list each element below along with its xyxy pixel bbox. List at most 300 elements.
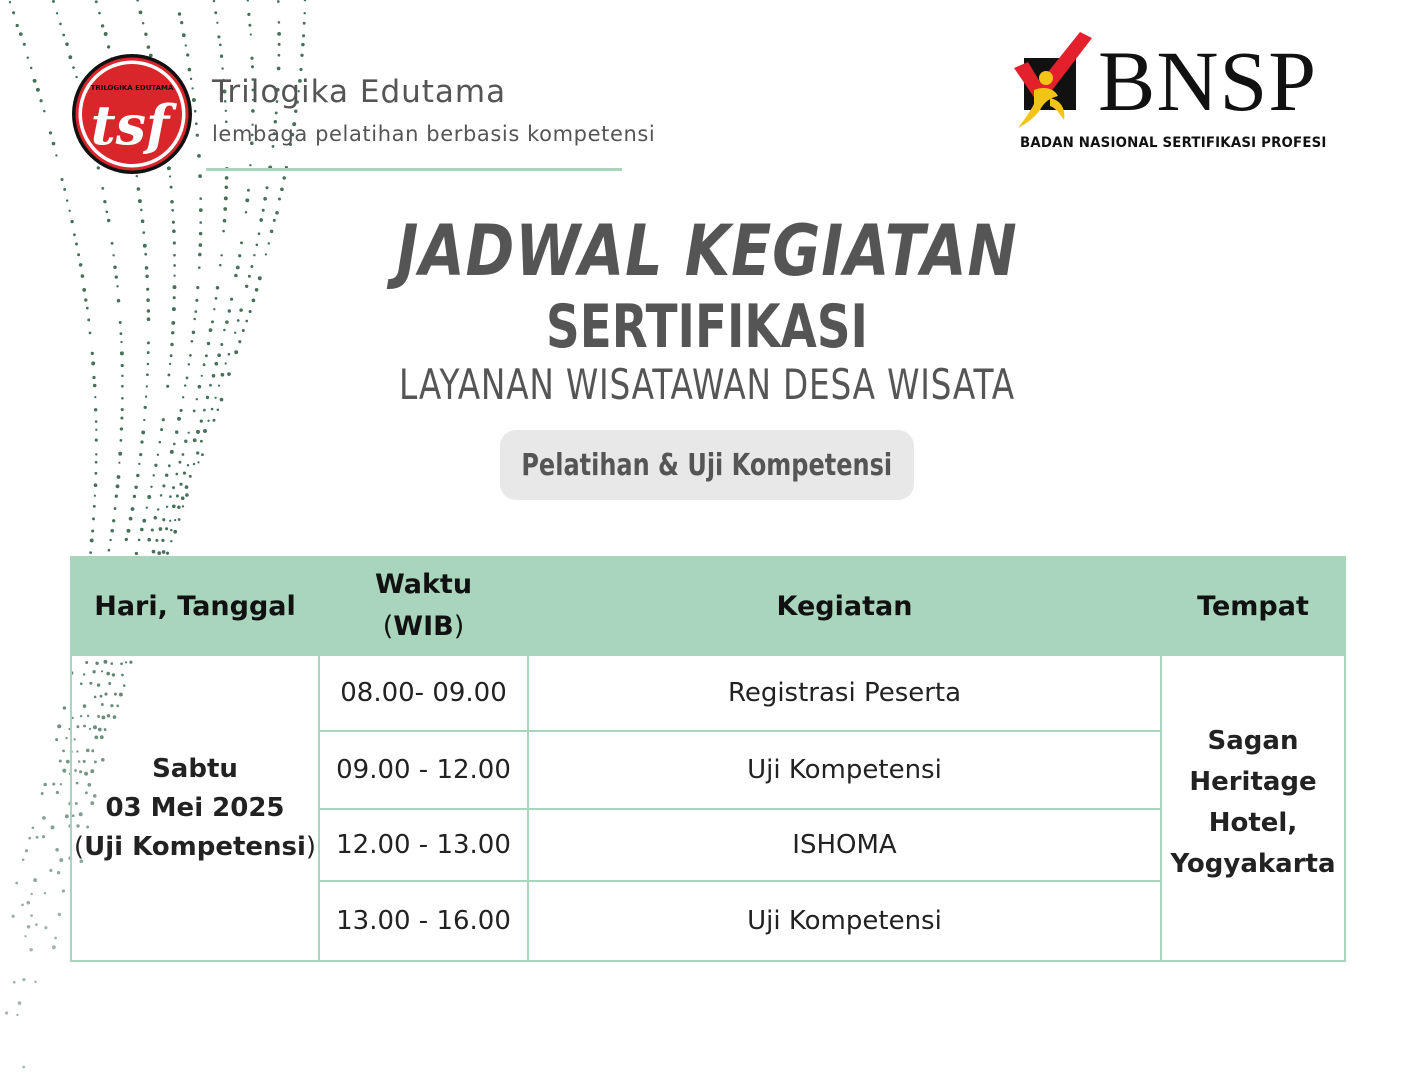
decor-dot	[139, 11, 143, 15]
decor-dot	[118, 452, 122, 456]
header-time-label: Waktu	[374, 569, 473, 600]
decor-dot	[19, 32, 23, 36]
decor-dot	[42, 835, 45, 838]
decor-dot	[144, 33, 147, 36]
decor-dot	[33, 878, 37, 882]
decor-dot	[137, 187, 141, 191]
decor-dot	[121, 375, 123, 377]
decor-dot	[84, 298, 87, 301]
decor-dot	[177, 417, 181, 421]
decor-dot	[151, 528, 154, 531]
decor-dot	[198, 174, 202, 178]
decor-dot	[147, 363, 150, 366]
decor-dot	[5, 1011, 8, 1014]
title-sertifikasi: SERTIFIKASI	[546, 292, 868, 362]
decor-dot	[225, 186, 229, 190]
decor-dot	[49, 869, 52, 872]
decor-dot	[30, 914, 33, 917]
decor-dot	[282, 176, 285, 179]
decor-dot	[277, 0, 280, 3]
header-day	[71, 557, 319, 655]
decor-dot	[146, 298, 150, 302]
decor-dot	[94, 396, 96, 398]
decor-dot	[40, 99, 43, 102]
brand-tagline: lembaga pelatihan berbasis kompetensi	[212, 122, 656, 146]
decor-dot	[57, 724, 61, 728]
decor-dot	[172, 504, 176, 508]
decor-dot	[277, 67, 281, 71]
decor-dot	[182, 453, 185, 456]
decor-dot	[216, 22, 218, 24]
decor-dot	[182, 505, 184, 507]
decor-dot	[201, 453, 204, 456]
day-date: 03 Mei 2025	[105, 792, 285, 823]
trilogika-logo	[70, 52, 194, 176]
decor-dot	[62, 750, 65, 753]
decor-dot	[278, 43, 281, 46]
decor-dot	[87, 318, 90, 321]
place-line: Yogyakarta	[1170, 849, 1336, 879]
decor-dot	[147, 341, 150, 344]
decor-dot	[43, 783, 47, 787]
decor-dot	[178, 461, 181, 464]
header-time: Waktu (WIB)	[319, 557, 528, 655]
decor-dot	[56, 791, 59, 794]
activity-cell: ISHOMA	[528, 809, 1161, 881]
decor-dot	[66, 199, 68, 201]
decor-dot	[193, 463, 195, 465]
decor-dot	[119, 321, 122, 324]
activity-cell: Registrasi Peserta	[528, 655, 1161, 731]
decor-dot	[174, 519, 176, 521]
decor-dot	[92, 376, 95, 379]
decor-dot	[120, 439, 123, 442]
decor-dot	[136, 474, 139, 477]
decor-dot	[140, 528, 144, 532]
decor-dot	[56, 12, 58, 14]
decor-dot	[170, 540, 172, 542]
decor-dot	[23, 43, 26, 46]
bnsp-wordmark: BNSP	[1098, 33, 1318, 129]
decor-dot	[145, 396, 147, 398]
title-program: LAYANAN WISATAWAN DESA WISATA	[399, 360, 1015, 409]
decor-dot	[120, 416, 123, 419]
time-cell: 12.00 - 13.00	[319, 809, 528, 881]
decor-dot	[147, 495, 151, 499]
logo-ring-text: TRILOGIKA EDUTAMA	[90, 84, 174, 92]
decor-dot	[251, 65, 254, 68]
decor-dot	[75, 243, 78, 246]
decor-dot	[188, 432, 190, 434]
decor-dot	[303, 22, 306, 25]
decor-dot	[16, 24, 19, 27]
decor-dot	[177, 506, 180, 509]
decor-dot	[59, 23, 62, 26]
decor-dot	[170, 529, 172, 531]
decor-dot	[98, 12, 101, 15]
decor-dot	[219, 43, 222, 46]
decor-dot	[24, 935, 26, 937]
decor-dot	[207, 420, 209, 422]
decor-dot	[142, 519, 146, 523]
decor-dot	[28, 837, 31, 840]
decor-dot	[81, 274, 85, 278]
decor-dot	[203, 429, 207, 433]
decor-dot	[173, 443, 176, 446]
decor-dot	[185, 493, 189, 497]
header-place	[1161, 557, 1345, 655]
decor-dot	[117, 299, 121, 303]
decor-dot	[114, 507, 117, 510]
decor-dot	[36, 836, 39, 839]
decor-dot	[90, 538, 94, 542]
decor-dot	[277, 32, 281, 36]
header-time-zone: WIB	[393, 611, 454, 642]
decor-dot	[129, 517, 133, 521]
decor-dot	[141, 430, 145, 434]
decor-dot	[147, 351, 150, 354]
decor-dot	[152, 550, 156, 554]
decor-dot	[154, 516, 158, 520]
decor-dot	[150, 486, 152, 488]
decor-dot	[65, 814, 69, 818]
decor-dot	[42, 816, 46, 820]
decor-dot	[245, 198, 249, 202]
decor-dot	[95, 453, 97, 455]
decor-dot	[73, 233, 76, 236]
decor-dot	[121, 408, 124, 411]
decor-dot	[91, 361, 95, 365]
decor-dot	[43, 110, 46, 113]
decor-dot	[133, 495, 136, 498]
decor-dot	[178, 518, 181, 521]
decor-dot	[220, 55, 223, 58]
decor-dot	[154, 464, 157, 467]
decor-dot	[95, 420, 98, 423]
decor-dot	[159, 441, 162, 444]
decor-dot	[180, 21, 183, 24]
decor-dot	[263, 197, 267, 201]
decor-dot	[181, 496, 185, 500]
decor-dot	[13, 981, 16, 984]
decor-dot	[95, 429, 97, 431]
decor-dot	[105, 210, 108, 213]
decor-dot	[182, 33, 186, 37]
decor-dot	[112, 519, 115, 522]
decor-dot	[115, 495, 118, 498]
decor-dot	[121, 385, 124, 388]
decor-dot	[118, 462, 120, 464]
decor-dot	[86, 307, 89, 310]
place-line: Sagan	[1207, 726, 1299, 756]
decor-dot	[15, 882, 18, 885]
decor-dot	[94, 483, 98, 487]
decor-dot	[193, 438, 197, 442]
day-name: Sabtu	[152, 753, 238, 784]
decor-dot	[247, 189, 250, 192]
decor-dot	[213, 0, 215, 2]
decor-dot	[143, 419, 145, 421]
decor-dot	[175, 430, 178, 433]
decor-dot	[91, 352, 94, 355]
decor-dot	[120, 341, 122, 343]
decor-dot	[162, 550, 166, 554]
decor-dot	[94, 472, 97, 475]
program-badge	[500, 430, 914, 500]
decor-dot	[49, 131, 52, 134]
decor-dot	[166, 506, 168, 508]
decor-dot	[41, 792, 44, 795]
decor-dot	[187, 464, 189, 466]
decor-dot	[59, 760, 62, 763]
decor-dot	[127, 529, 131, 533]
decor-dot	[157, 454, 159, 456]
decor-dot	[134, 485, 137, 488]
decor-dot	[147, 45, 151, 49]
decor-dot	[147, 309, 150, 312]
decor-dot	[25, 849, 28, 852]
decor-dot	[173, 530, 177, 534]
decor-dot	[183, 472, 186, 475]
decor-dot	[32, 826, 35, 829]
decor-dot	[65, 42, 69, 46]
decor-dot	[159, 527, 163, 531]
decor-dot	[138, 463, 140, 465]
decor-dot	[60, 783, 62, 785]
header-day-label: Hari, Tanggal	[94, 590, 296, 622]
decor-dot	[278, 21, 281, 24]
decor-dot	[275, 111, 278, 114]
decor-dot	[165, 473, 168, 476]
decor-dot	[160, 494, 163, 497]
decor-dot	[265, 186, 268, 189]
decor-dot	[176, 494, 179, 497]
decor-dot	[189, 475, 192, 478]
decor-dot	[195, 122, 198, 125]
decor-dot	[179, 483, 182, 486]
decor-dot	[302, 34, 305, 37]
decor-dot	[168, 464, 171, 467]
decor-dot	[22, 1066, 25, 1069]
decor-dot	[224, 196, 228, 200]
decor-dot	[89, 551, 92, 554]
decor-dot	[51, 825, 55, 829]
decor-dot	[248, 24, 251, 27]
decor-dot	[103, 200, 106, 203]
decor-dot	[120, 427, 123, 430]
day-cell: Sabtu 03 Mei 2025 (Uji Kompetensi)	[71, 655, 319, 961]
decor-dot	[217, 35, 220, 38]
decor-dot	[120, 351, 124, 355]
decor-dot	[178, 12, 182, 16]
table-row	[71, 655, 1345, 731]
decor-dot	[144, 406, 147, 409]
decor-dot	[62, 769, 66, 773]
decor-dot	[147, 317, 151, 321]
decor-dot	[44, 926, 47, 929]
decor-dot	[199, 197, 202, 200]
place-line: Hotel,	[1208, 808, 1298, 838]
decor-dot	[95, 461, 98, 464]
decor-dot	[109, 539, 111, 541]
decor-dot	[91, 529, 94, 532]
decor-dot	[172, 486, 175, 489]
decor-dot	[55, 738, 58, 741]
decor-dot	[170, 200, 174, 204]
decor-dot	[157, 551, 161, 555]
decor-dot	[22, 978, 25, 981]
decor-dot	[94, 408, 97, 411]
decor-dot	[116, 484, 120, 488]
decor-dot	[250, 33, 252, 35]
decor-dot	[175, 473, 178, 476]
decor-dot	[160, 428, 163, 431]
decor-dot	[303, 12, 305, 14]
decor-dot	[196, 451, 199, 454]
decor-dot	[194, 110, 197, 113]
decor-dot	[280, 187, 284, 191]
decor-dot	[95, 439, 98, 442]
decor-dot	[162, 418, 165, 421]
decor-dot	[117, 475, 121, 479]
decor-dot	[146, 507, 148, 509]
decor-dot	[52, 783, 55, 786]
decor-dot	[121, 364, 124, 367]
decor-dot	[119, 332, 122, 335]
decor-dot	[161, 539, 164, 542]
decor-dot	[170, 186, 173, 189]
decor-dot	[57, 871, 60, 874]
decor-dot	[63, 706, 66, 709]
decor-dot	[52, 945, 56, 949]
day-note: Uji Kompetensi	[84, 831, 306, 862]
decor-dot	[169, 520, 171, 522]
decor-dot	[247, 0, 249, 2]
decor-dot	[55, 848, 59, 852]
decor-dot	[185, 44, 187, 46]
decor-dot	[101, 24, 104, 27]
decor-dot	[147, 538, 151, 542]
decor-dot	[185, 485, 189, 489]
decor-dot	[278, 54, 281, 57]
decor-dot	[138, 199, 142, 203]
decor-dot	[22, 858, 25, 861]
decor-dot	[108, 549, 111, 552]
logo-letters: tsf	[90, 93, 170, 157]
decor-dot	[139, 453, 142, 456]
decor-dot	[107, 219, 110, 222]
decor-dot	[196, 430, 200, 434]
decor-dot	[304, 0, 307, 1]
decor-dot	[30, 67, 33, 70]
place-line: Heritage	[1189, 767, 1317, 797]
decor-dot	[165, 527, 168, 530]
decor-dot	[29, 948, 32, 951]
decor-dot	[136, 0, 139, 2]
decor-dot	[152, 474, 154, 476]
decor-dot	[101, 187, 104, 190]
place-cell	[1161, 655, 1345, 961]
decor-dot	[200, 420, 203, 423]
decor-dot	[36, 88, 40, 92]
activity-cell: Uji Kompetensi	[528, 881, 1161, 961]
decor-dot	[299, 68, 302, 71]
decor-dot	[170, 450, 174, 454]
decor-dot	[62, 889, 65, 892]
decor-dot	[169, 495, 172, 498]
decor-dot	[54, 937, 57, 940]
decor-dot	[200, 440, 203, 443]
decor-dot	[140, 440, 143, 443]
decor-dot	[104, 32, 108, 36]
decor-dot	[93, 505, 96, 508]
decor-dot	[52, 142, 56, 146]
decor-dot	[92, 517, 95, 520]
decor-dot	[197, 154, 201, 158]
header-activity	[528, 557, 1161, 655]
decor-dot	[225, 176, 229, 180]
decor-dot	[155, 539, 158, 542]
decor-dot	[250, 57, 253, 60]
decor-dot	[131, 507, 135, 511]
decor-dot	[69, 210, 71, 212]
decor-dot	[35, 923, 38, 926]
decor-dot	[9, 1, 11, 3]
decor-dot	[58, 913, 61, 916]
decor-dot	[196, 134, 199, 137]
decor-dot	[247, 13, 250, 16]
decor-dot	[300, 54, 303, 57]
bnsp-logo-icon	[1010, 28, 1096, 136]
decor-dot	[214, 11, 217, 14]
brand-name: Trilogika Edutama	[212, 74, 507, 110]
decor-dot	[27, 56, 29, 58]
decor-dot	[93, 384, 97, 388]
decor-dot	[95, 0, 98, 3]
decor-dot	[213, 419, 216, 422]
decor-dot	[135, 552, 138, 555]
decor-dot	[125, 538, 128, 541]
header-place-label: Tempat	[1197, 590, 1309, 622]
time-cell: 13.00 - 16.00	[319, 881, 528, 961]
time-cell: 08.00- 09.00	[319, 655, 528, 731]
decor-dot	[79, 263, 83, 267]
decor-dot	[94, 495, 96, 497]
decor-dot	[107, 45, 110, 48]
decor-dot	[52, 0, 55, 3]
decor-dot	[138, 539, 141, 542]
brand-divider	[206, 168, 622, 171]
decor-dot	[21, 904, 24, 907]
decor-dot	[63, 188, 66, 191]
decor-dot	[162, 518, 165, 521]
decor-dot	[55, 154, 57, 156]
decor-dot	[77, 253, 80, 256]
header-activity-label: Kegiatan	[776, 590, 913, 622]
decor-dot	[110, 529, 113, 532]
decor-dot	[278, 198, 281, 201]
decor-dot	[249, 164, 251, 166]
decor-dot	[157, 508, 159, 510]
decor-dot	[142, 22, 144, 24]
decor-dot	[62, 34, 65, 37]
decor-dot	[27, 901, 31, 905]
decor-dot	[146, 385, 148, 387]
decor-dot	[121, 397, 124, 400]
decor-dot	[44, 892, 46, 894]
table-header-row	[71, 557, 1345, 655]
activity-cell: Uji Kompetensi	[528, 731, 1161, 809]
